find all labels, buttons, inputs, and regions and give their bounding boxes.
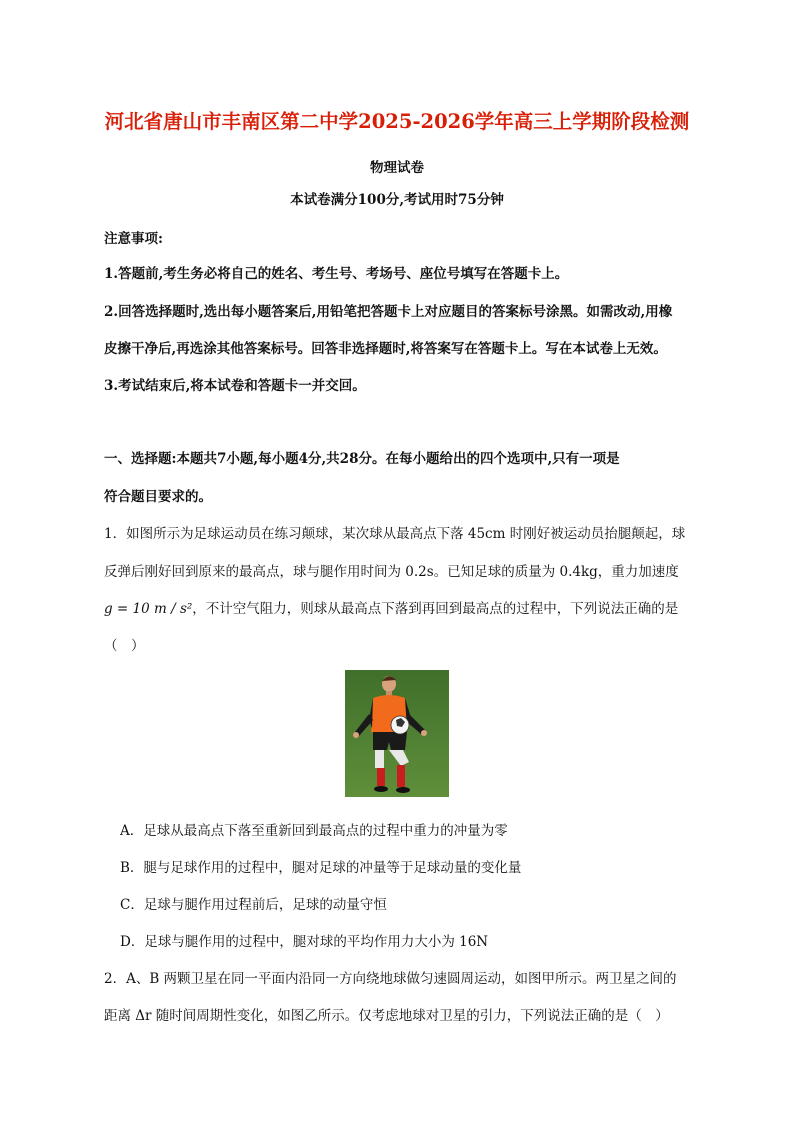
section-1-heading-line-1: 一、选择题:本题共7小题,每小题4分,共28分。在每小题给出的四个选项中,只有一项是	[104, 451, 620, 467]
notice-item-3: 3.考试结束后,将本试卷和答题卡一并交回。	[104, 378, 366, 394]
exam-info: 本试卷满分100分,考试用时75分钟	[290, 192, 504, 208]
gravity-formula: g = 10 m / s²	[104, 601, 193, 617]
notice-item-2-line-2: 皮擦干净后,再选涂其他答案标号。回答非选择题时,将答案写在答题卡上。写在本试卷上无效。	[104, 341, 667, 357]
question-1-blank: （ ）	[104, 638, 145, 654]
question-1-line-1: 1．如图所示为足球运动员在练习颠球，某次球从最高点下落 45cm 时刚好被运动员抬腿颠起，球	[104, 526, 686, 542]
football-player-photo	[345, 670, 449, 797]
question-2-line-2: 距离 Δr 随时间周期性变化，如图乙所示。仅考虑地球对卫星的引力，下列说法正确的是（ ）	[104, 1008, 669, 1024]
question-1-line-3	[104, 597, 678, 617]
subject-title: 物理试卷	[370, 160, 424, 176]
exam-title: 河北省唐山市丰南区第二中学2025-2026学年高三上学期阶段检测	[104, 110, 690, 133]
question-1-line-3-text: ，不计空气阻力，则球从最高点下落到再回到最高点的过程中，下列说法正确的是	[192, 601, 679, 617]
notice-item-2-line-1: 2.回答选择题时,选出每小题答案后,用铅笔把答题卡上对应题目的答案标号涂黑。如需改动,用橡	[104, 304, 673, 320]
question-2-line-1: 2．A、B 两颗卫星在同一平面内沿同一方向绕地球做匀速圆周运动，如图甲所示。两卫星之间的	[104, 971, 677, 987]
section-1-heading-line-2: 符合题目要求的。	[104, 489, 212, 505]
question-1-line-2: 反弹后刚好回到原来的最高点，球与腿作用时间为 0.2s。已知足球的质量为 0.4kg，重力加速度	[104, 564, 679, 580]
question-1-option-a: A．足球从最高点下落至重新回到最高点的过程中重力的冲量为零	[120, 823, 508, 839]
notice-item-1: 1.答题前,考生务必将自己的姓名、考生号、考场号、座位号填写在答题卡上。	[104, 266, 569, 282]
notice-heading: 注意事项:	[104, 231, 163, 247]
question-1-option-b: B．腿与足球作用的过程中，腿对足球的冲量等于足球动量的变化量	[120, 860, 522, 876]
question-1-option-d: D．足球与腿作用的过程中，腿对球的平均作用力大小为 16N	[120, 934, 489, 950]
question-1-option-c: C．足球与腿作用过程前后，足球的动量守恒	[120, 897, 387, 913]
